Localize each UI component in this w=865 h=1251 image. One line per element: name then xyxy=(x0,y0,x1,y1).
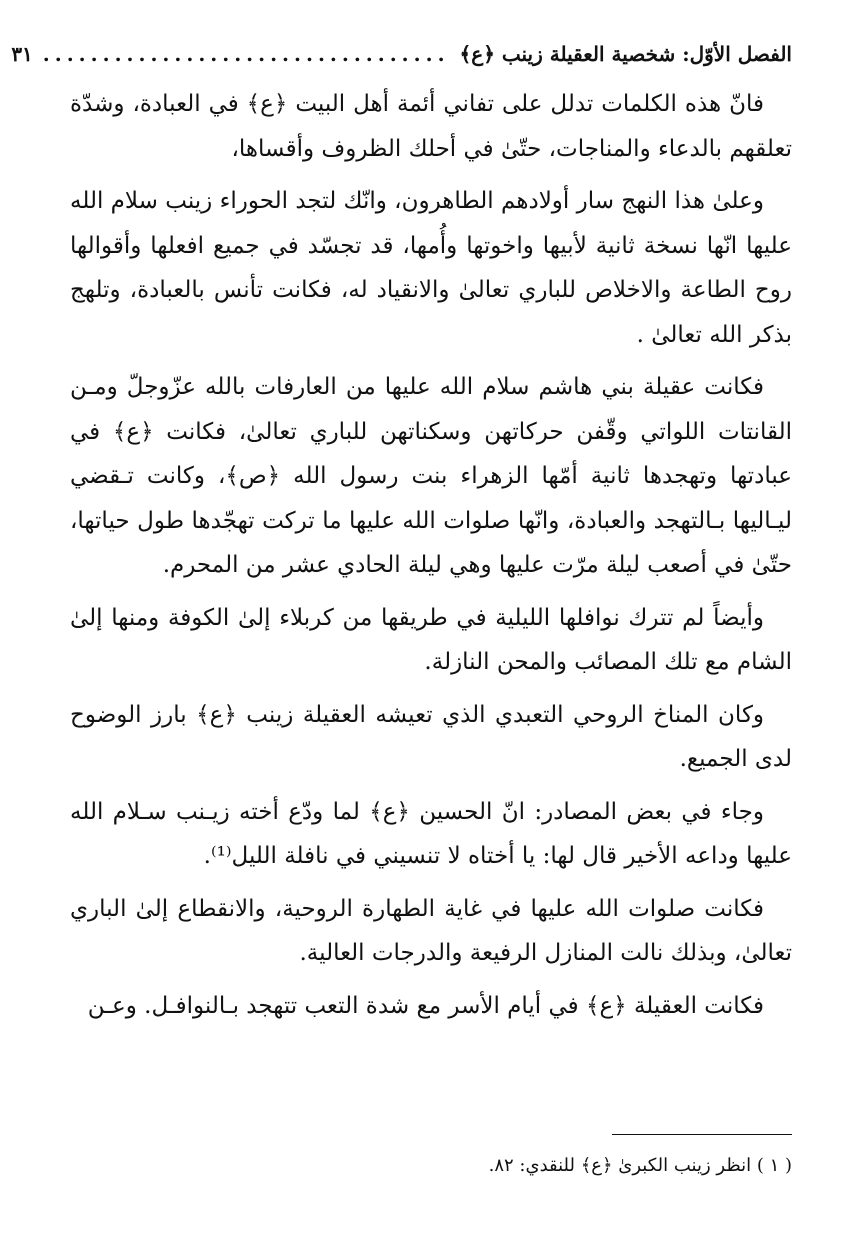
paragraph: وعلىٰ هذا النهج سار أولادهم الطاهرون، وانّك لتجد الحوراء زينب سلام الله عليها انّها نسخة ثانية لأبيها واخوتها وأُمها، قد تجسّد في جميع افعلها وأقوالها روح الطاعة والاخلاص للباري تعالىٰ والانقياد له، فكانت تأنس بالعبادة، وتلهج بذكر الله تعالىٰ . xyxy=(70,188,792,348)
body-text xyxy=(70,82,792,1036)
paragraph: فكانت صلوات الله عليها في غاية الطهارة الروحية، والانقطاع إلىٰ الباري تعالىٰ، وبذلك نالت المنازل الرفيعة والدرجات العالية. xyxy=(70,895,792,966)
document-page xyxy=(11,30,792,1220)
running-header xyxy=(11,36,792,72)
paragraph: فكانت عقيلة بني هاشم سلام الله عليها من العارفات بالله عزّوجلّ ومـن القانتات اللواتي وقّفن حركاتهن وسكناتهن للباري تعالىٰ، فكانت ﴿ع﴾ في عبادتها وتهجدها ثانية أمّها الزهراء بنت رسول الله ﴿ص﴾، وكانت تـقضي ليـاليها بـالتهجد والعبادة، وانّها صلوات الله عليها ما تركت تهجّدها طول حياتها، حتّىٰ في أصعب ليلة مرّت عليها وهي ليلة الحادي عشر من المحرم. xyxy=(70,374,792,578)
paragraph: فكانت العقيلة ﴿ع﴾ في أيام الأسر مع شدة التعب تتهجد بـالنوافـل. وعـن xyxy=(87,992,764,1019)
page-number: ٣١ xyxy=(11,42,33,66)
footnote: ( ١ ) انظر زينب الكبرىٰ ﴿ع﴾ للنقدي: ٨٢. xyxy=(488,1155,792,1176)
footnote-divider xyxy=(612,1134,792,1135)
paragraph: وكان المناخ الروحي التعبدي الذي تعيشه العقيلة زينب ﴿ع﴾ بارز الوضوح لدى الجميع. xyxy=(70,701,792,772)
chapter-title: الفصل الأوّل: شخصية العقيلة زينب ﴿ع﴾ xyxy=(459,42,792,66)
paragraph: فانّ هذه الكلمات تدلل على تفاني أئمة أهل البيت ﴿ع﴾ في العبادة، وشدّة تعلقهم بالدعاء والمناجات، حتّىٰ في أحلك الظروف وأقساها، xyxy=(70,91,792,162)
paragraph: وأيضاً لم تترك نوافلها الليلية في طريقها من كربلاء إلىٰ الكوفة ومنها إلىٰ الشام مع تلك المصائب والمحن النازلة. xyxy=(70,604,792,675)
paragraph: وجاء في بعض المصادر: انّ الحسين ﴿ع﴾ لما ودّع أخته زيـنب سـلام الله عليها وداعه الأخير قال لها: يا أختاه لا تنسيني في نافلة الليل⁽¹⁾. xyxy=(70,798,792,869)
header-leader-dots: .................................. xyxy=(42,42,450,66)
